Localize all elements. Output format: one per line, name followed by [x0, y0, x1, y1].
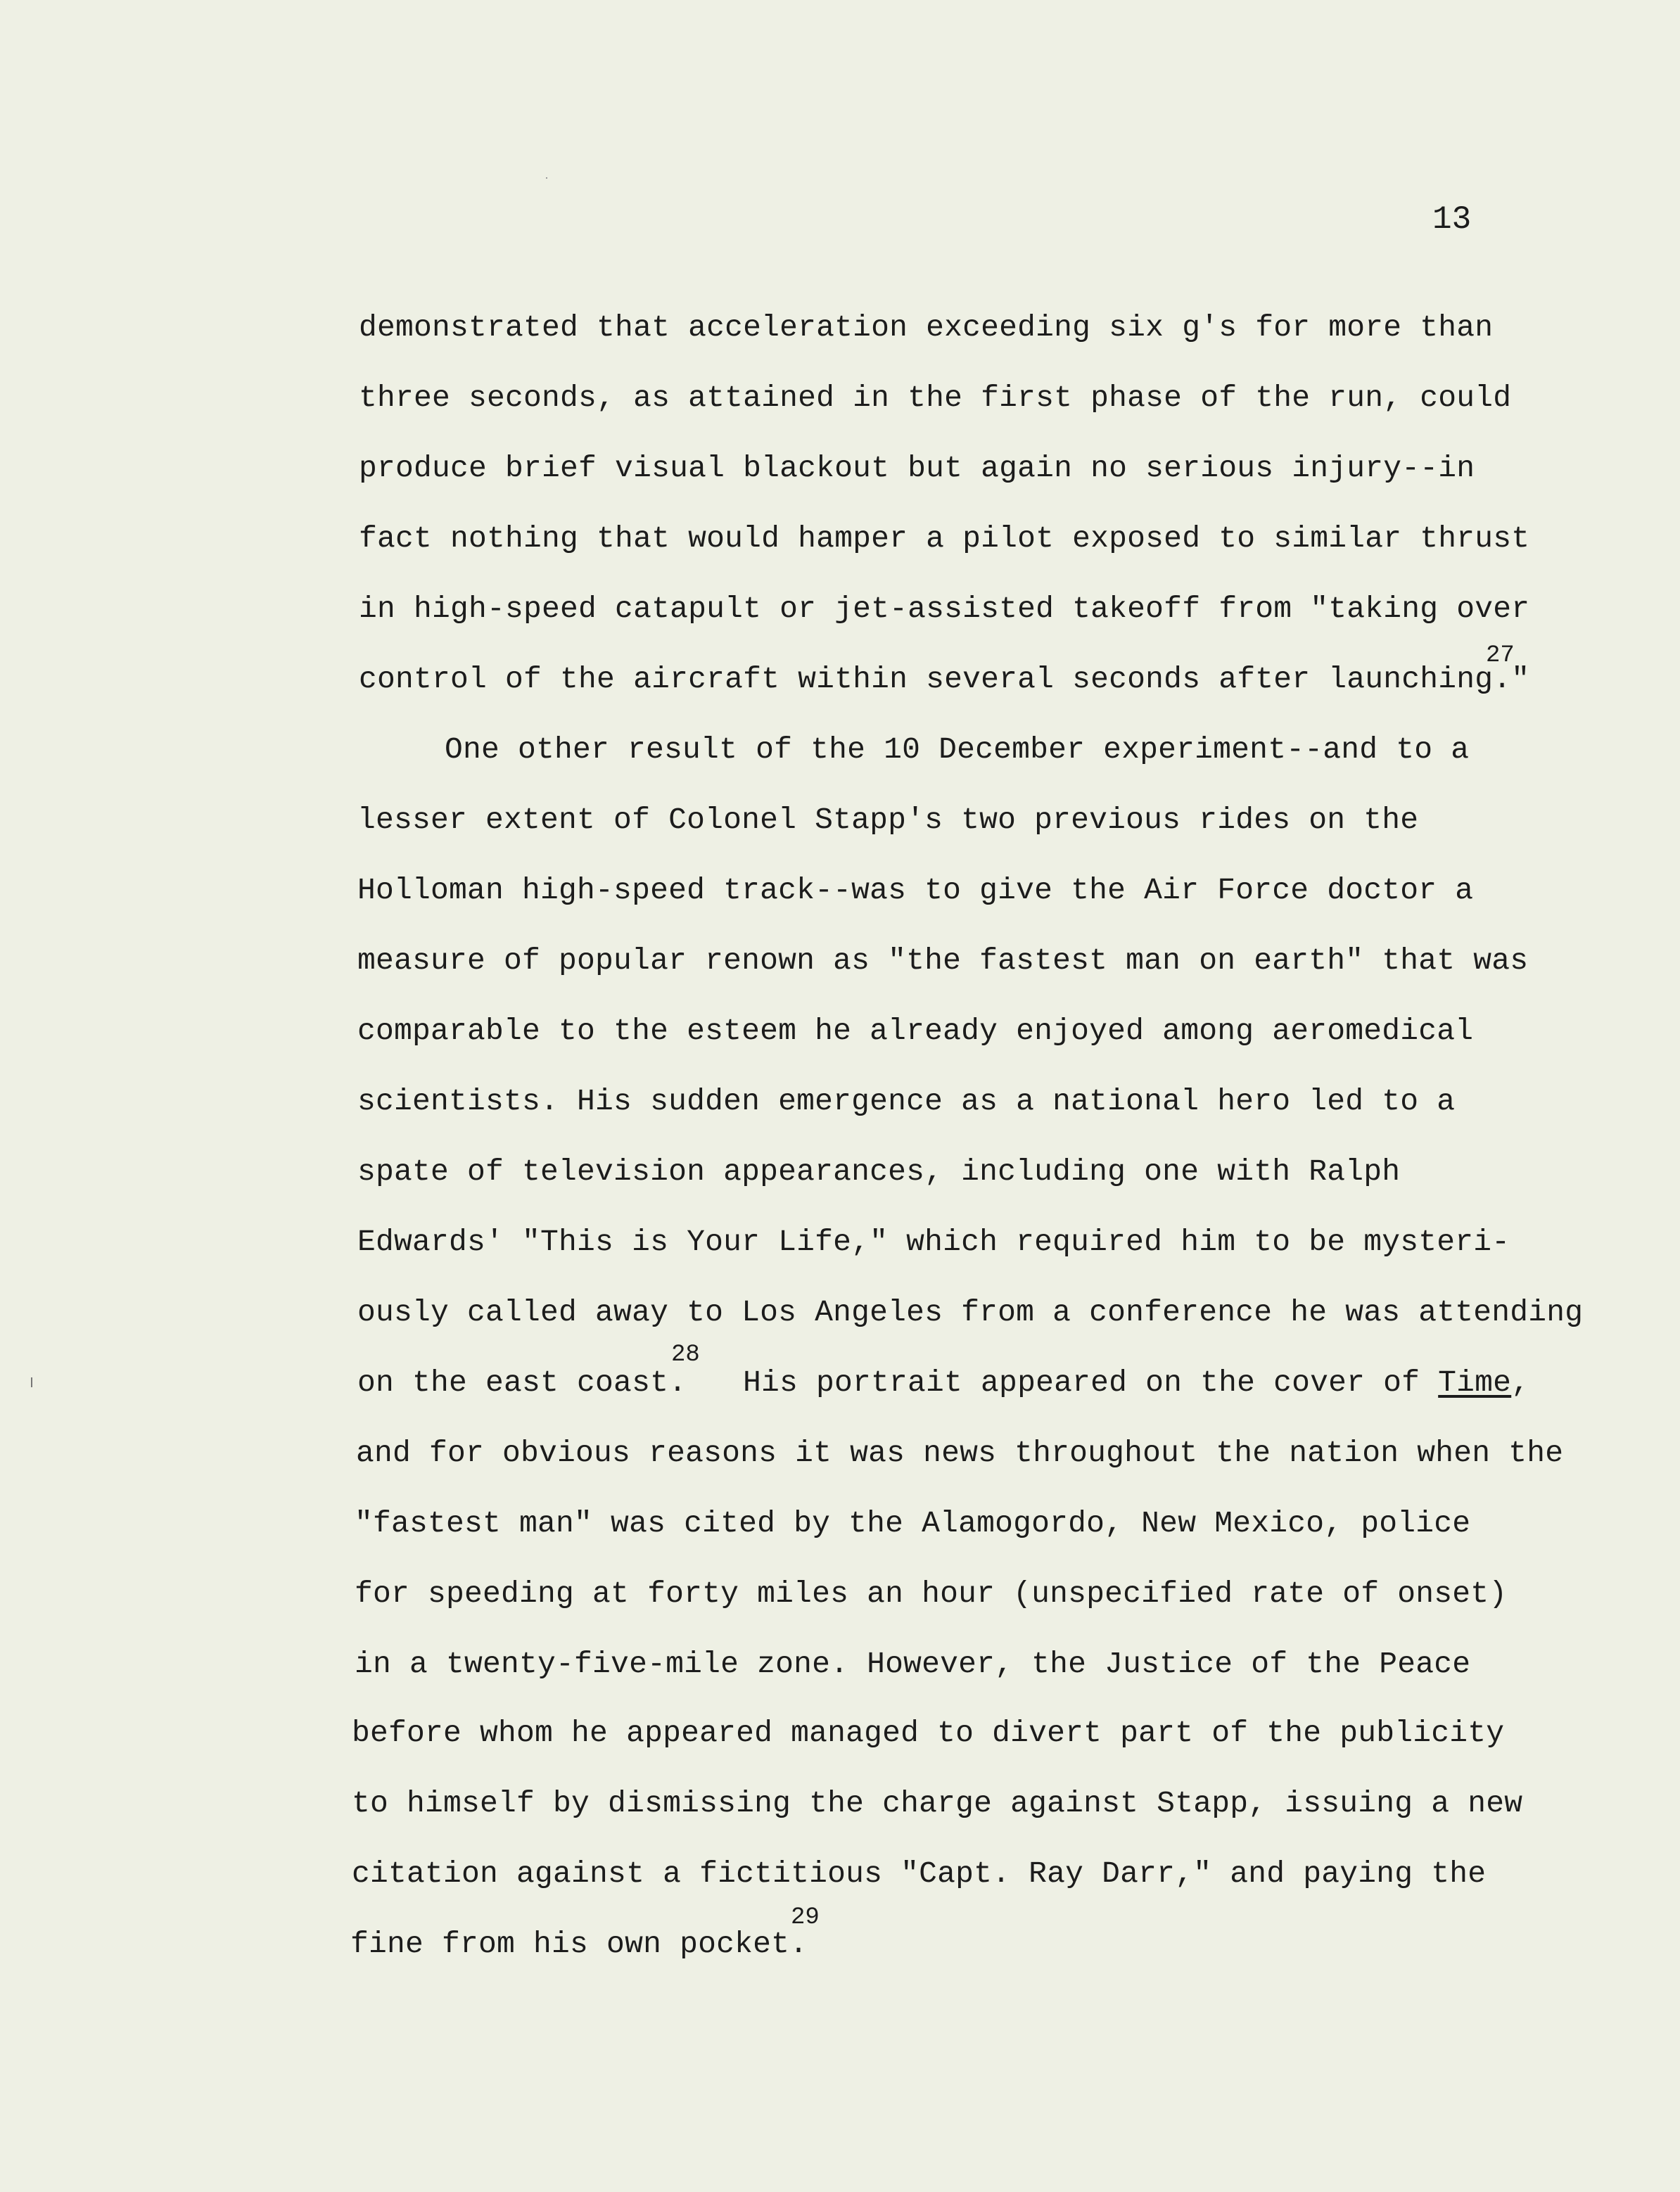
text-line: lesser extent of Colonel Stapp's two previous rides on the	[357, 803, 1419, 837]
text-line: to himself by dismissing the charge against Stapp, issuing a new	[352, 1786, 1523, 1821]
text-line: in a twenty-five-mile zone. However, the Justice of the Peace	[355, 1647, 1471, 1681]
text-line: scientists. His sudden emergence as a national hero led to a	[357, 1084, 1456, 1119]
text-line: fact nothing that would hamper a pilot exposed to similar thrust	[359, 521, 1530, 556]
text-line: citation against a fictitious "Capt. Ray Darr," and paying the	[352, 1856, 1487, 1891]
text-line: produce brief visual blackout but again no serious injury--in	[359, 451, 1475, 485]
magazine-title: Time	[1438, 1365, 1512, 1400]
text-segment: ,	[1511, 1365, 1530, 1400]
text-line: on the east coast.	[357, 1365, 687, 1400]
margin-mark	[31, 1377, 32, 1387]
text-line	[743, 1362, 1529, 1404]
text-segment: His portrait appeared on the cover of	[743, 1365, 1439, 1400]
text-line: comparable to the esteem he already enjoyed among aeromedical	[357, 1014, 1474, 1048]
paper-speck	[546, 177, 547, 179]
text-line: before whom he appeared managed to divert part of the publicity	[352, 1716, 1505, 1750]
text-line: "fastest man" was cited by the Alamogordo, New Mexico, police	[355, 1506, 1471, 1541]
text-line: for speeding at forty miles an hour (unspecified rate of onset)	[355, 1576, 1508, 1611]
text-line: measure of popular renown as "the fastest man on earth" that was	[357, 943, 1529, 978]
text-line: ously called away to Los Angeles from a conference he was attending	[357, 1295, 1584, 1330]
footnote-ref-29: 29	[791, 1904, 820, 1931]
text-line: in high-speed catapult or jet-assisted takeoff from "taking over	[359, 592, 1530, 626]
text-line: Holloman high-speed track--was to give the Air Force doctor a	[357, 873, 1474, 907]
text-line: spate of television appearances, including one with Ralph	[357, 1154, 1401, 1189]
text-line: and for obvious reasons it was news throughout the nation when the	[356, 1436, 1564, 1470]
text-line: One other result of the 10 December experiment--and to a	[445, 732, 1470, 767]
footnote-ref-27: 27	[1486, 642, 1515, 669]
text-line: Edwards' "This is Your Life," which required him to be mysteri-	[357, 1225, 1510, 1259]
text-line: fine from his own pocket.	[350, 1927, 808, 1961]
footnote-ref-28: 28	[671, 1342, 700, 1368]
text-line: demonstrated that acceleration exceeding six g's for more than	[359, 310, 1494, 345]
text-line: control of the aircraft within several seconds after launching."	[359, 662, 1530, 696]
page-number: 13	[1432, 201, 1472, 238]
text-line: three seconds, as attained in the first phase of the run, could	[359, 381, 1512, 415]
